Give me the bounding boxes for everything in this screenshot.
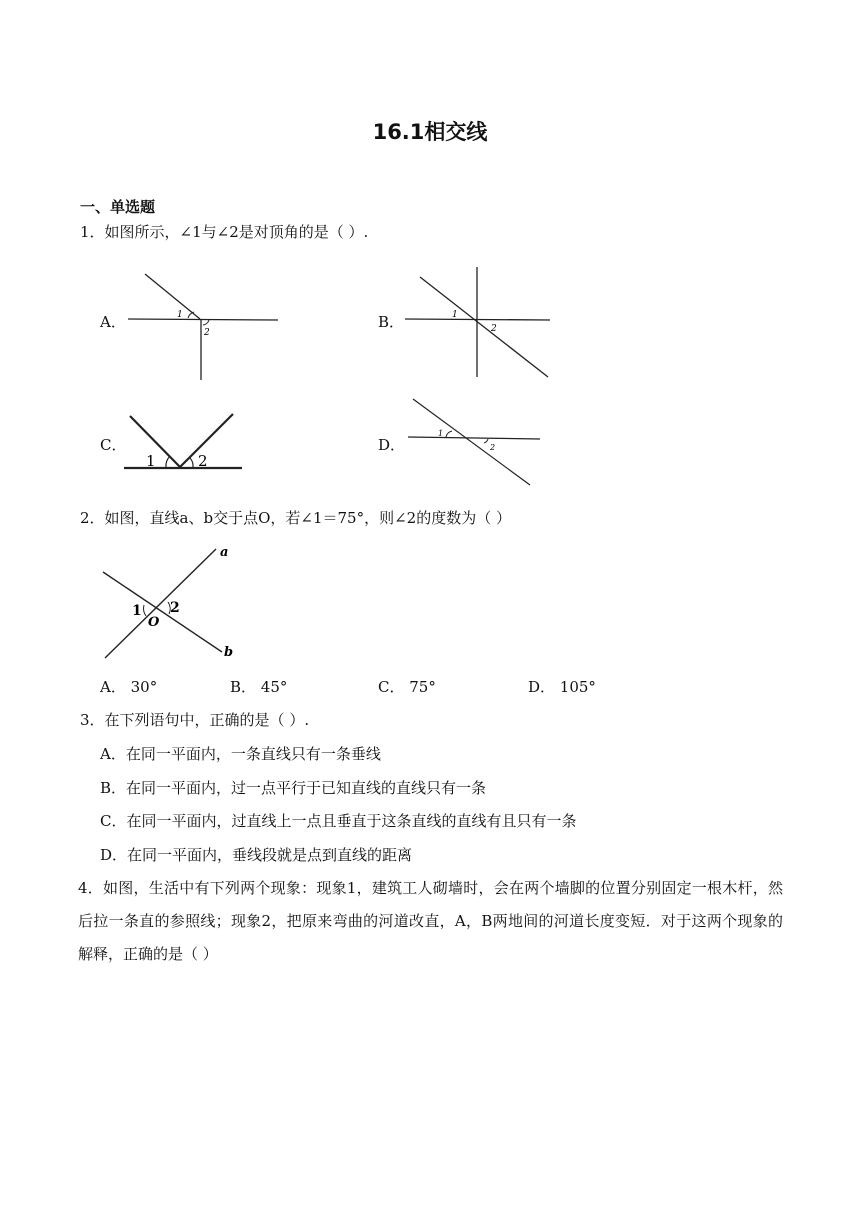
line-a-label: a [220,545,229,560]
question-1-stem: 1．如图所示，∠1与∠2是对顶角的是（ ）. [80,223,369,241]
q1-figure-d [398,396,548,488]
q1-figure-b [400,265,555,380]
q1-option-c-label: C． [100,436,127,454]
point-o-label: O [148,615,160,630]
q1b-angle-1-label: 1 [452,310,458,320]
q2-option-b: B． 45° [230,678,288,696]
q1c-angle-2-label: 2 [198,452,208,470]
q2-angle-2-label: 2 [170,600,180,616]
q1-option-d-label: D． [378,436,406,454]
q1-figure-c [120,410,245,475]
q1a-angle-1-label: 1 [177,310,183,320]
q1-option-b-label: B． [378,313,405,331]
q3-option-b: B．在同一平面内，过一点平行于已知直线的直线只有一条 [100,779,487,797]
q1d-angle-1-label: 1 [438,429,444,438]
q1-option-a-label: A． [100,313,126,331]
q2-figure [100,540,240,668]
q1d-angle-2-label: 2 [490,443,496,452]
line-b-label: b [224,645,234,660]
q1b-angle-2-label: 2 [491,324,497,334]
q2-option-d: D． 105° [528,678,596,696]
q1c-angle-1-label: 1 [146,452,156,470]
q3-option-c: C．在同一平面内，过直线上一点且垂直于这条直线的直线有且只有一条 [100,812,577,830]
section-heading: 一、单选题 [80,198,156,216]
page-title: 16.1相交线 [372,120,488,144]
q3-option-a: A．在同一平面内，一条直线只有一条垂线 [100,745,381,763]
q3-option-d: D．在同一平面内，垂线段就是点到直线的距离 [100,846,413,864]
q2-option-c: C． 75° [378,678,436,696]
q1a-angle-2-label: 2 [204,328,210,338]
question-4-text: 4．如图，生活中有下列两个现象：现象1，建筑工人砌墙时，会在两个墙脚的位置分别固定一根木杆，然后拉一条直的参照线；现象2，把原来弯曲的河道改直，A，B两地间的河道长度变短．对于这两个现象的解释，正确的是（ ） [78,879,783,963]
q1-figure-a [120,270,285,385]
q2-option-a: A． 30° [100,678,158,696]
q2-angle-1-label: 1 [132,603,142,619]
question-3-stem: 3．在下列语句中，正确的是（ ）. [80,711,310,729]
question-2-stem: 2．如图，直线a、b交于点O，若∠1＝75°，则∠2的度数为（ ） [80,509,511,527]
